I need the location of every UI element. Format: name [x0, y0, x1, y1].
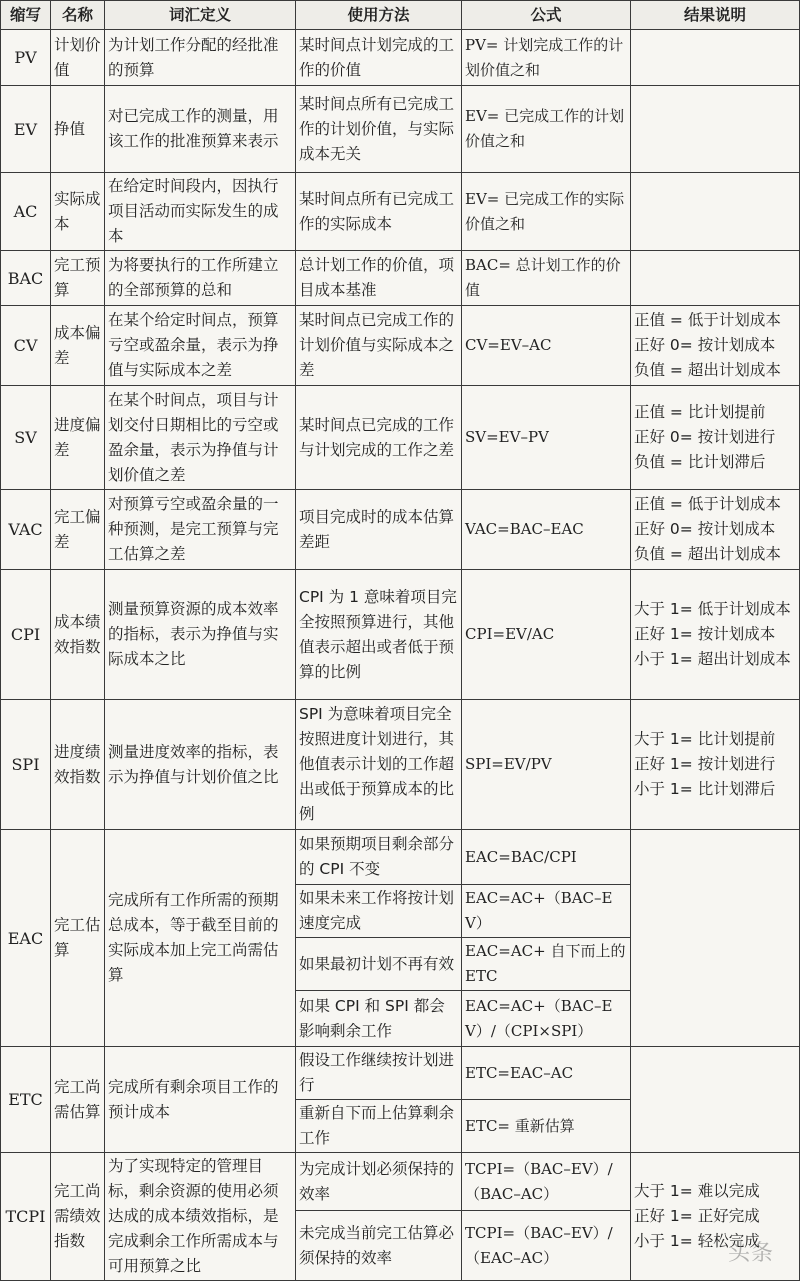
cell-definition: 在某个给定时间点，预算亏空或盈余量，表示为挣值与实际成本之差 — [105, 306, 296, 386]
cell-name: 完工偏差 — [51, 490, 105, 570]
cell-result — [631, 173, 800, 251]
table-row — [1, 386, 800, 490]
table-row — [1, 570, 800, 700]
header-formula: 公式 — [462, 1, 631, 30]
cell-formula: SV=EV–PV — [462, 386, 631, 490]
cell-abbr: EAC — [1, 830, 51, 1047]
table-row — [1, 306, 800, 386]
cell-usage: 项目完成时的成本估算差距 — [296, 490, 462, 570]
cell-formula: VAC=BAC–EAC — [462, 490, 631, 570]
cell-formula: TCPI=（BAC–EV）/（EAC–AC） — [462, 1211, 631, 1281]
cell-usage: 假设工作继续按计划进行 — [296, 1047, 462, 1100]
cell-usage: 如果预期项目剩余部分的 CPI 不变 — [296, 830, 462, 885]
table-row — [1, 490, 800, 570]
cell-name: 完工尚需绩效指数 — [51, 1153, 105, 1281]
cell-name: 成本偏差 — [51, 306, 105, 386]
table-row — [1, 1153, 800, 1211]
cell-result: 大于 1= 难以完成 正好 1= 正好完成 小于 1= 轻松完成 — [631, 1153, 800, 1281]
cell-name: 进度偏差 — [51, 386, 105, 490]
cell-definition: 完成所有工作所需的预期总成本，等于截至目前的实际成本加上完工尚需估算 — [105, 830, 296, 1047]
table-row — [1, 1047, 800, 1100]
header-result: 结果说明 — [631, 1, 800, 30]
cell-name: 成本绩效指数 — [51, 570, 105, 700]
cell-name: 完工尚需估算 — [51, 1047, 105, 1153]
cell-usage: CPI 为 1 意味着项目完全按照预算进行，其他值表示超出或者低于预算的比例 — [296, 570, 462, 700]
cell-formula: CV=EV–AC — [462, 306, 631, 386]
table-row — [1, 173, 800, 251]
cell-formula: ETC= 重新估算 — [462, 1100, 631, 1153]
cell-abbr: AC — [1, 173, 51, 251]
cell-name: 计划价值 — [51, 30, 105, 86]
cell-formula: EAC=AC+ 自下而上的 ETC — [462, 938, 631, 991]
header-name: 名称 — [51, 1, 105, 30]
cell-usage: 重新自下而上估算剩余工作 — [296, 1100, 462, 1153]
cell-formula: TCPI=（BAC–EV）/（BAC–AC） — [462, 1153, 631, 1211]
cell-abbr: BAC — [1, 251, 51, 306]
cell-formula: EAC=AC+（BAC–EV） — [462, 885, 631, 938]
cell-result: 大于 1= 低于计划成本 正好 1= 按计划成本 小于 1= 超出计划成本 — [631, 570, 800, 700]
cell-abbr: CPI — [1, 570, 51, 700]
header-usage: 使用方法 — [296, 1, 462, 30]
table-row — [1, 86, 800, 173]
cell-name: 完工预算 — [51, 251, 105, 306]
cell-name: 完工估算 — [51, 830, 105, 1047]
cell-usage: 未完成当前完工估算必须保持的效率 — [296, 1211, 462, 1281]
cell-formula: ETC=EAC–AC — [462, 1047, 631, 1100]
cell-result: 正值 = 比计划提前 正好 0= 按计划进行 负值 = 比计划滞后 — [631, 386, 800, 490]
cell-definition: 在给定时间段内，因执行项目活动而实际发生的成本 — [105, 173, 296, 251]
cell-usage: 为完成计划必须保持的效率 — [296, 1153, 462, 1211]
cell-formula: EAC=BAC/CPI — [462, 830, 631, 885]
cell-definition: 对预算亏空或盈余量的一种预测，是完工预算与完工估算之差 — [105, 490, 296, 570]
cell-result — [631, 86, 800, 173]
cell-formula: EV= 已完成工作的实际价值之和 — [462, 173, 631, 251]
cell-usage: 某时间点所有已完成工作的计划价值，与实际成本无关 — [296, 86, 462, 173]
cell-name: 进度绩效指数 — [51, 700, 105, 830]
cell-abbr: SV — [1, 386, 51, 490]
table-row — [1, 30, 800, 86]
cell-abbr: PV — [1, 30, 51, 86]
cell-usage: SPI 为意味着项目完全按照进度计划进行，其他值表示计划的工作超出或低于预算成本的比例 — [296, 700, 462, 830]
cell-definition: 测量预算资源的成本效率的指标，表示为挣值与实际成本之比 — [105, 570, 296, 700]
cell-result — [631, 30, 800, 86]
table-row — [1, 830, 800, 885]
cell-definition: 为了实现特定的管理目标，剩余资源的使用必须达成的成本绩效指标，是完成剩余工作所需成本与可用预算之比 — [105, 1153, 296, 1281]
cell-definition: 为将要执行的工作所建立的全部预算的总和 — [105, 251, 296, 306]
cell-usage: 某时间点已完成工作的计划价值与实际成本之差 — [296, 306, 462, 386]
cell-formula: EAC=AC+（BAC–EV）/（CPI×SPI） — [462, 991, 631, 1047]
cell-name: 挣值 — [51, 86, 105, 173]
cell-abbr: ETC — [1, 1047, 51, 1153]
cell-formula: CPI=EV/AC — [462, 570, 631, 700]
cell-abbr: CV — [1, 306, 51, 386]
cell-formula: EV= 已完成工作的计划价值之和 — [462, 86, 631, 173]
cell-formula: SPI=EV/PV — [462, 700, 631, 830]
watermark-logo: 头条 — [727, 1241, 774, 1266]
cell-abbr: VAC — [1, 490, 51, 570]
table-row — [1, 700, 800, 830]
cell-usage: 如果最初计划不再有效 — [296, 938, 462, 991]
cell-formula: BAC= 总计划工作的价值 — [462, 251, 631, 306]
cell-definition: 对已完成工作的测量，用该工作的批准预算来表示 — [105, 86, 296, 173]
cell-definition: 在某个时间点，项目与计划交付日期相比的亏空或盈余量，表示为挣值与计划价值之差 — [105, 386, 296, 490]
header-row — [1, 1, 800, 30]
cell-result — [631, 1047, 800, 1153]
header-abbr: 缩写 — [1, 1, 51, 30]
cell-result: 正值 = 低于计划成本 正好 0= 按计划成本 负值 = 超出计划成本 — [631, 306, 800, 386]
cell-abbr: EV — [1, 86, 51, 173]
cell-abbr: TCPI — [1, 1153, 51, 1281]
header-definition: 词汇定义 — [105, 1, 296, 30]
cell-definition: 为计划工作分配的经批准的预算 — [105, 30, 296, 86]
cell-usage: 总计划工作的价值，项目成本基准 — [296, 251, 462, 306]
table-row — [1, 251, 800, 306]
cell-definition: 完成所有剩余项目工作的预计成本 — [105, 1047, 296, 1153]
cell-result: 大于 1= 比计划提前 正好 1= 按计划进行 小于 1= 比计划滞后 — [631, 700, 800, 830]
cell-usage: 如果 CPI 和 SPI 都会影响剩余工作 — [296, 991, 462, 1047]
cell-formula: PV= 计划完成工作的计划价值之和 — [462, 30, 631, 86]
cell-usage: 某时间点计划完成的工作的价值 — [296, 30, 462, 86]
cell-usage: 某时间点所有已完成工作的实际成本 — [296, 173, 462, 251]
cell-usage: 如果未来工作将按计划速度完成 — [296, 885, 462, 938]
cell-result — [631, 830, 800, 1047]
cell-result: 正值 = 低于计划成本 正好 0= 按计划成本 负值 = 超出计划成本 — [631, 490, 800, 570]
cell-name: 实际成本 — [51, 173, 105, 251]
cell-result — [631, 251, 800, 306]
cell-definition: 测量进度效率的指标，表示为挣值与计划价值之比 — [105, 700, 296, 830]
cell-usage: 某时间点已完成的工作与计划完成的工作之差 — [296, 386, 462, 490]
cell-abbr: SPI — [1, 700, 51, 830]
